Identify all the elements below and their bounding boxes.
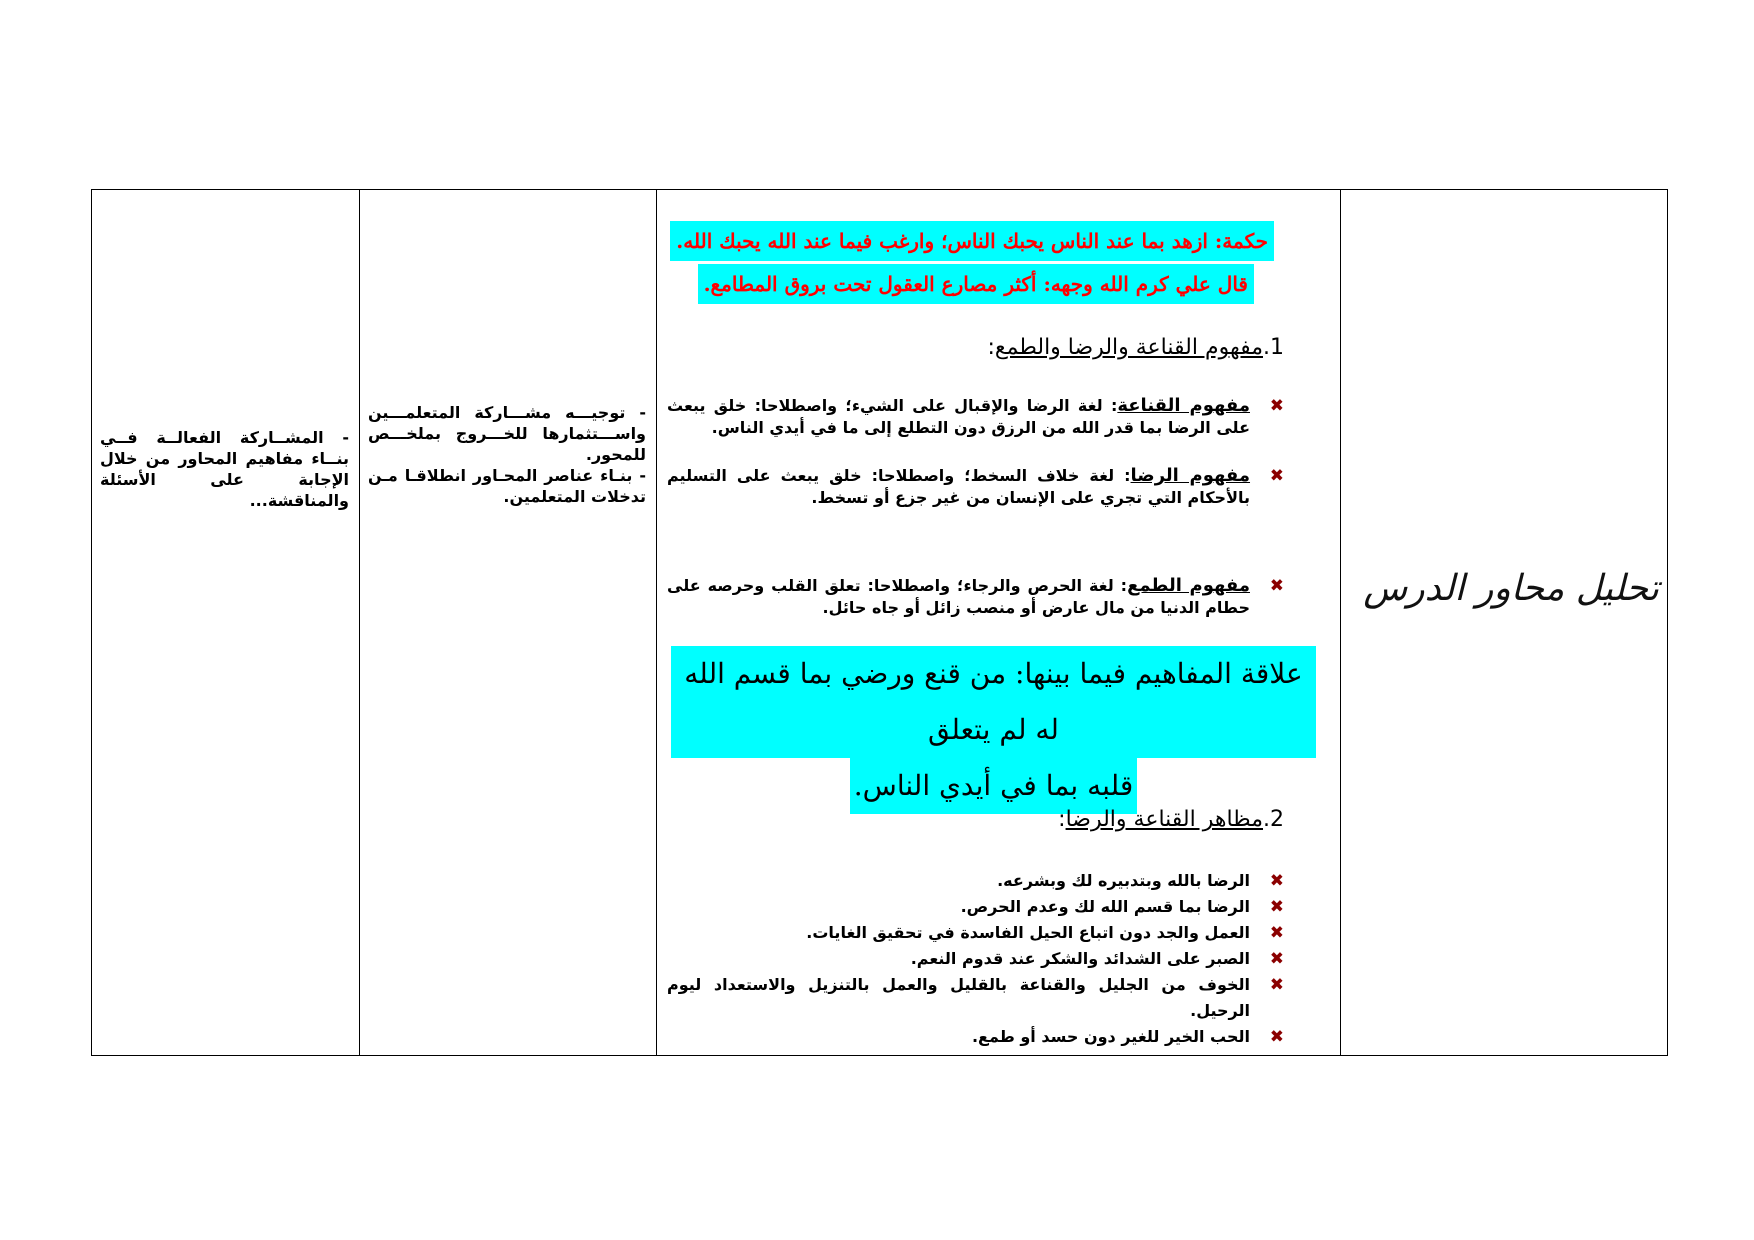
relation-line-2: قلبه بما في أيدي الناس. bbox=[850, 758, 1138, 814]
section-1-colon: : bbox=[987, 335, 995, 360]
section-1-heading bbox=[987, 335, 1284, 360]
title-cell bbox=[1341, 190, 1668, 1056]
x-mark-icon: ✖ bbox=[1269, 975, 1284, 995]
definition-term: مفهوم الطمع bbox=[1127, 575, 1250, 596]
definition-text: : لغة الحرص والرجاء؛ واصطلاحا: تعلق القلب وحرصه على حطام الدنيا من مال عارض أو منصب زائل أو جاه حائل. bbox=[667, 576, 1250, 617]
list-item bbox=[667, 894, 1284, 920]
relation-block bbox=[671, 646, 1316, 814]
x-mark-icon: ✖ bbox=[1269, 576, 1284, 596]
definition-text: : لغة الرضا والإقبال على الشيء؛ واصطلاحا: خلق يبعث على الرضا بما قدر الله من الرزق دون التطلع إلى ما في أيدي الناس. bbox=[667, 396, 1250, 437]
activity-line-2: - بنـاء عناصر المحـاور انطلاقـا مـن تدخلات المتعلمين. bbox=[368, 466, 646, 506]
list-item bbox=[667, 946, 1284, 972]
list-item bbox=[667, 575, 1284, 619]
activity-line-1: - توجيـــه مشـــاركة المتعلمـــين واســـتثمارها للخـــروج بملخـــص للمحور. bbox=[368, 403, 646, 464]
x-mark-icon: ✖ bbox=[1269, 1027, 1284, 1047]
definition-term: مفهوم القناعة bbox=[1117, 395, 1250, 416]
wisdom-highlight: حكمة: ازهد بما عند الناس يحبك الناس؛ وارغب فيما عند الله يحبك الله. bbox=[670, 221, 1274, 261]
list-item bbox=[667, 465, 1284, 575]
x-mark-icon: ✖ bbox=[1269, 466, 1284, 486]
x-mark-icon: ✖ bbox=[1269, 871, 1284, 891]
lesson-axes-title: تحليل محاور الدرس bbox=[1363, 568, 1659, 609]
sign-text: الحب الخير للغير دون حسد أو طمع. bbox=[971, 1027, 1250, 1046]
relation-line-1: علاقة المفاهيم فيما بينها: من قنع ورضي بما قسم الله له لم يتعلق bbox=[671, 646, 1316, 758]
section-1-title: مفهوم القناعة والرضا والطمع bbox=[994, 335, 1263, 360]
x-mark-icon: ✖ bbox=[1269, 396, 1284, 416]
sign-text: الخوف من الجليل والقناعة بالقليل والعمل بالتنزيل والاستعداد ليوم الرحيل. bbox=[667, 975, 1250, 1020]
outcomes-text: - المشــاركة الفعالــة فــي بنــاء مفاهيم المحاور من خلال الإجابة على الأسئلة والمناقشة... bbox=[100, 428, 349, 510]
list-item bbox=[667, 868, 1284, 894]
definition-text: : لغة خلاف السخط؛ واصطلاحا: خلق يبعث على التسليم بالأحكام التي تجري على الإنسان من غير جزع أو تسخط. bbox=[667, 466, 1250, 507]
section-2-title: مظاهر القناعة والرضا bbox=[1065, 807, 1263, 832]
sign-text: الرضا بالله وبتدبيره لك وبشرعه. bbox=[997, 871, 1250, 890]
activities-text bbox=[368, 402, 646, 507]
section-1-number: 1. bbox=[1263, 335, 1284, 360]
list-item bbox=[667, 972, 1284, 1024]
content-cell bbox=[657, 190, 1341, 1056]
section-2-heading bbox=[1058, 807, 1284, 832]
list-item bbox=[667, 1024, 1284, 1050]
sign-text: العمل والجد دون اتباع الحيل الفاسدة في تحقيق الغايات. bbox=[806, 923, 1250, 942]
signs-list bbox=[667, 868, 1284, 1050]
section-2-colon: : bbox=[1058, 807, 1066, 832]
outcomes-cell bbox=[92, 190, 360, 1056]
x-mark-icon: ✖ bbox=[1269, 949, 1284, 969]
table-row bbox=[92, 190, 1668, 1056]
definitions-list bbox=[667, 395, 1284, 619]
quote-highlight: قال علي كرم الله وجهه: أكثر مصارع العقول تحت بروق المطامع. bbox=[698, 264, 1254, 304]
lesson-table bbox=[91, 189, 1668, 1056]
sign-text: الصبر على الشدائد والشكر عند قدوم النعم. bbox=[910, 949, 1250, 968]
activities-cell bbox=[360, 190, 657, 1056]
list-item bbox=[667, 395, 1284, 465]
sign-text: الرضا بما قسم الله لك وعدم الحرص. bbox=[960, 897, 1250, 916]
list-item bbox=[667, 920, 1284, 946]
definition-term: مفهوم الرضا bbox=[1130, 465, 1251, 486]
x-mark-icon: ✖ bbox=[1269, 923, 1284, 943]
x-mark-icon: ✖ bbox=[1269, 897, 1284, 917]
section-2-number: 2. bbox=[1263, 807, 1284, 832]
